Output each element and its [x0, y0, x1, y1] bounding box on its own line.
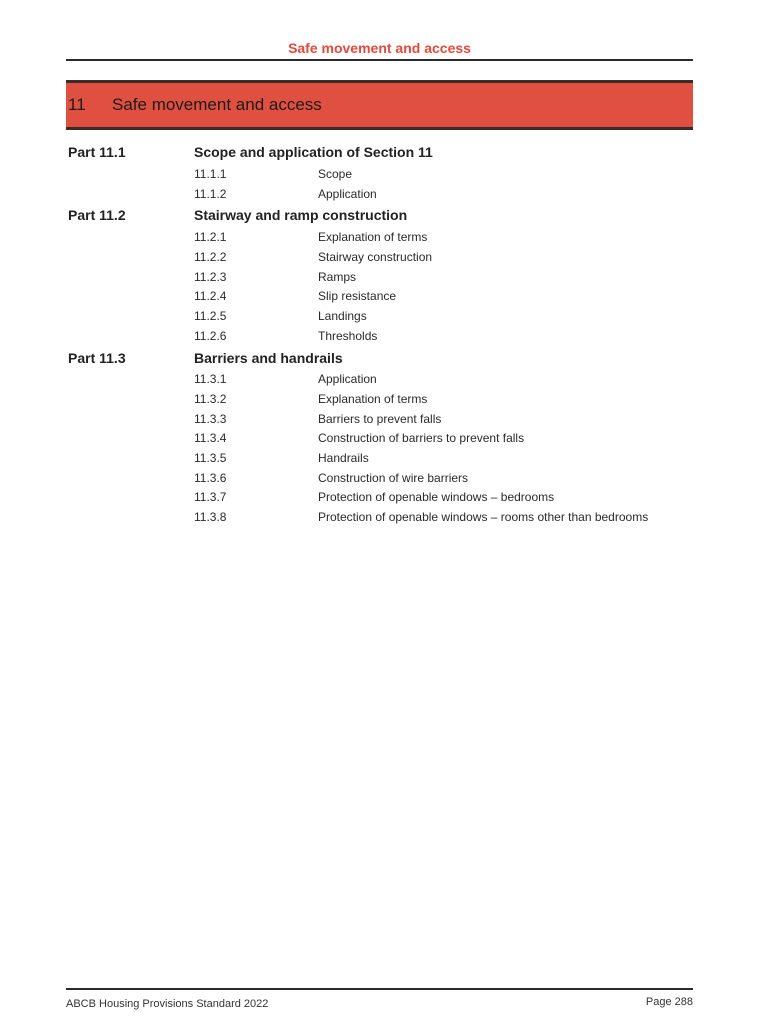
page-number: Page 288	[645, 996, 693, 1008]
part-title: Barriers and handrails	[194, 349, 343, 366]
clause-number: 11.2.3	[194, 269, 227, 284]
clause-number: 11.3.3	[194, 411, 227, 426]
clause-title: Landings	[318, 308, 367, 323]
clause-number: 11.3.4	[194, 431, 227, 446]
clause-title: Protection of openable windows – rooms other than bedrooms	[318, 510, 649, 525]
part-heading[interactable]	[66, 346, 693, 370]
toc-clause[interactable]	[66, 326, 693, 346]
part-title: Stairway and ramp construction	[194, 207, 408, 224]
running-head: Safe movement and access	[288, 40, 471, 56]
part-label: Part 11.3	[68, 349, 126, 366]
clause-number: 11.2.6	[194, 328, 227, 343]
toc-clause[interactable]	[66, 370, 693, 390]
toc-clause[interactable]	[66, 184, 693, 204]
clause-number: 11.2.5	[194, 308, 227, 323]
clause-title: Stairway construction	[318, 249, 433, 264]
clause-number: 11.2.1	[194, 230, 227, 245]
clause-title: Construction of wire barriers	[318, 470, 469, 485]
clause-number: 11.1.2	[194, 186, 227, 201]
toc-clause[interactable]	[66, 306, 693, 326]
clause-title: Scope	[318, 166, 353, 181]
table-of-contents	[66, 140, 693, 527]
toc-clause[interactable]	[66, 227, 693, 247]
clause-title: Explanation of terms	[318, 230, 428, 245]
clause-title: Barriers to prevent falls	[318, 411, 442, 426]
toc-clause[interactable]	[66, 286, 693, 306]
part-heading[interactable]	[66, 140, 693, 164]
clause-title: Construction of barriers to prevent falls	[318, 431, 525, 446]
part-heading[interactable]	[66, 203, 693, 227]
clause-number: 11.3.2	[194, 392, 227, 407]
clause-title: Explanation of terms	[318, 392, 428, 407]
clause-title: Thresholds	[318, 328, 378, 343]
clause-title: Handrails	[318, 451, 369, 466]
clause-number: 11.1.1	[194, 166, 227, 181]
clause-title: Application	[318, 186, 377, 201]
toc-clause[interactable]	[66, 429, 693, 449]
part-title: Scope and application of Section 11	[194, 144, 433, 160]
clause-title: Ramps	[318, 269, 357, 284]
toc-clause[interactable]	[66, 488, 693, 508]
section-title: Safe movement and access	[112, 95, 322, 114]
section-number: 11	[68, 95, 86, 114]
toc-clause[interactable]	[66, 507, 693, 527]
toc-clause[interactable]	[66, 409, 693, 429]
part-label: Part 11.1	[68, 144, 126, 160]
footer-publication: ABCB Housing Provisions Standard 2022	[66, 998, 269, 1010]
clause-title: Application	[318, 372, 377, 387]
clause-number: 11.2.2	[194, 249, 227, 264]
clause-number: 11.3.6	[194, 470, 227, 485]
footer-rule	[66, 988, 693, 990]
toc-clause[interactable]	[66, 164, 693, 184]
part-label: Part 11.2	[68, 207, 126, 224]
clause-number: 11.2.4	[194, 289, 227, 304]
clause-number: 11.3.8	[194, 510, 227, 525]
header-rule	[66, 59, 693, 61]
clause-number: 11.3.7	[194, 490, 227, 505]
clause-number: 11.3.1	[194, 372, 227, 387]
toc-part	[66, 140, 693, 203]
clause-title: Slip resistance	[318, 289, 397, 304]
toc-clause[interactable]	[66, 389, 693, 409]
toc-part	[66, 346, 693, 528]
toc-clause[interactable]	[66, 448, 693, 468]
clause-title: Protection of openable windows – bedrooms	[318, 490, 555, 505]
toc-part	[66, 203, 693, 345]
toc-clause[interactable]	[66, 247, 693, 267]
toc-clause[interactable]	[66, 468, 693, 488]
section-banner	[66, 80, 693, 130]
clause-number: 11.3.5	[194, 451, 227, 466]
toc-clause[interactable]	[66, 267, 693, 287]
